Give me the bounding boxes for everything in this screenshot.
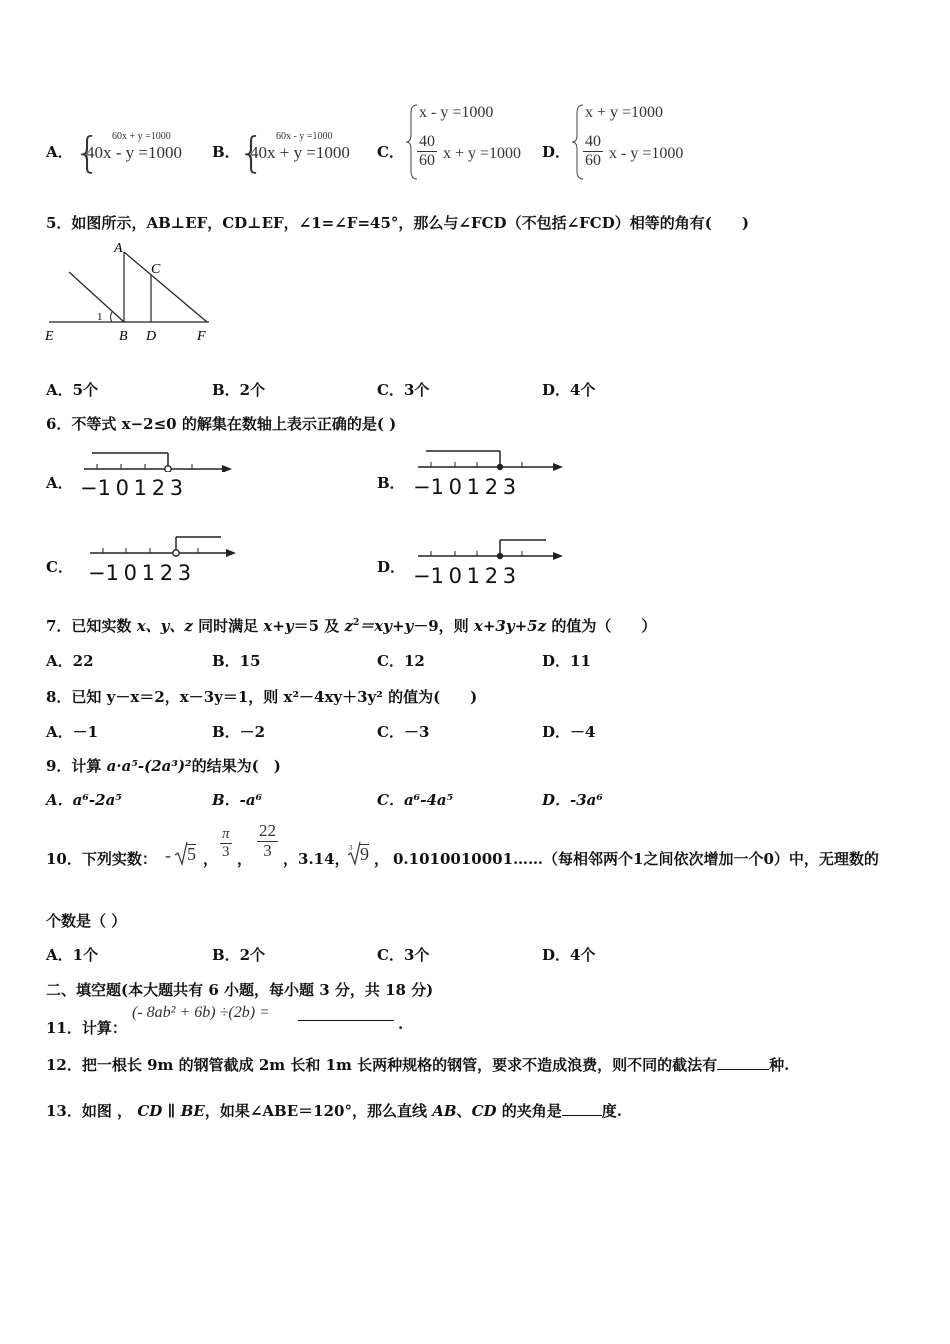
q7-option-d: D．11 xyxy=(542,652,591,670)
cube-root-icon xyxy=(347,840,361,866)
comma: ， xyxy=(237,850,253,868)
q10-option-d: D．4个 xyxy=(542,946,596,964)
q6-numberline-b xyxy=(414,447,574,471)
q9-option-a: A．a⁶-2a⁵ xyxy=(46,791,122,809)
fraction: $\frac{40}{60}$ xyxy=(585,133,601,169)
comma: ， xyxy=(374,850,390,868)
equation-2: x + y =1000 xyxy=(443,145,522,162)
section-heading: 二、填空题(本大题共有 6 小题，每小题 3 分，共 18 分) xyxy=(46,981,434,999)
q5-option-d: D．4个 xyxy=(542,381,596,399)
equation-top: 60x - y =1000 xyxy=(276,131,333,142)
equation: 40x + y =1000 xyxy=(250,143,350,162)
q8-option-d: D．－4 xyxy=(542,723,596,741)
q12-text: 12．把一根长 9m 的钢管截成 2m 长和 1m 长两种规格的钢管，要求不造成浪费，则不同的截法有 种. xyxy=(46,1056,790,1074)
q10-prefix: 10．下列实数： xyxy=(46,850,157,868)
equation-top: 60x + y =1000 xyxy=(112,131,171,142)
label-f: F xyxy=(197,329,206,344)
q10-option-a: A．1个 xyxy=(46,946,99,964)
q8-text: 8．已知 y－x＝2，x－3y＝1，则 x²－4xy＋3y² 的值为( ) xyxy=(46,688,478,706)
option-label: C． xyxy=(377,143,404,161)
label-d: D xyxy=(146,329,157,344)
equation-1: x - y =1000 xyxy=(419,104,494,121)
label-b: B xyxy=(119,329,128,344)
q11-expr: (- 8ab² + 6b) ÷(2b) = xyxy=(132,1004,270,1021)
q6-ticks-a: −1 0 1 2 3 xyxy=(80,476,184,500)
q6-text: 6．不等式 x−2≤0 的解集在数轴上表示正确的是( ) xyxy=(46,415,397,433)
comma: ， xyxy=(203,850,219,868)
label-e: E xyxy=(45,329,54,344)
option-label: D． xyxy=(542,143,571,161)
label-c: C xyxy=(151,262,161,277)
brace-icon: { xyxy=(238,128,265,177)
q7-text: 7．已知实数 x、y、z 同时满足 x+y＝5 及 $z^2=xy+y-9$，则 x+3y+5z 的值为（ ） xyxy=(46,617,657,635)
q6-label-a: A． xyxy=(46,474,73,492)
brace-icon: { xyxy=(74,128,101,177)
q5-figure xyxy=(44,238,219,348)
fraction: $\frac{40}{60}$ xyxy=(419,133,435,169)
q5-option-a: A．5个 xyxy=(46,381,99,399)
q11-answer-blank[interactable] xyxy=(298,1006,394,1021)
q9-text: 9．计算 a·a⁵-(2a³)²的结果为( ) xyxy=(46,757,281,775)
q6-ticks-b: −1 0 1 2 3 xyxy=(413,475,517,499)
q10-num: ，3.14， xyxy=(283,850,350,868)
q6-label-b: B． xyxy=(377,474,405,492)
q7-option-a: A．22 xyxy=(46,652,94,670)
q10-22-over-3: $\frac{22}{3}$ xyxy=(259,821,276,860)
q10-negative-sign: - xyxy=(165,845,171,865)
option-label: A． xyxy=(46,143,73,161)
label-a: A xyxy=(114,241,123,256)
q8-option-a: A．－1 xyxy=(46,723,99,741)
q11-prefix: 11．计算： xyxy=(46,1019,127,1037)
q10-cbrt9: 9 xyxy=(360,844,369,864)
q10-option-b: B．2个 xyxy=(212,946,266,964)
q8-option-b: B．－2 xyxy=(212,723,266,741)
q6-numberline-a xyxy=(80,448,240,472)
equation-1: x + y =1000 xyxy=(585,104,664,121)
q10-sqrt5: 5 xyxy=(187,844,196,864)
equation: 40x - y =1000 xyxy=(86,143,182,162)
q5-option-b: B．2个 xyxy=(212,381,266,399)
q10-pi-over-3: $\frac{\pi}{3}$ xyxy=(222,826,230,860)
q5-text: 5．如图所示，AB⊥EF，CD⊥EF，∠1=∠F=45°，那么与∠FCD（不包括∠FCD）相等的角有( ) xyxy=(46,214,749,232)
q6-ticks-c: −1 0 1 2 3 xyxy=(88,561,192,585)
option-label: B． xyxy=(212,143,240,161)
sqrt-icon xyxy=(174,840,188,866)
q7-option-c: C．12 xyxy=(377,652,425,670)
equation-2: x - y =1000 xyxy=(609,145,684,162)
q6-label-d: D． xyxy=(377,558,406,576)
q13-answer-blank[interactable] xyxy=(562,1103,602,1116)
q11-suffix: . xyxy=(398,1015,404,1033)
q6-ticks-d: −1 0 1 2 3 xyxy=(413,564,517,588)
q8-option-c: C．－3 xyxy=(377,723,430,741)
q10-line2: 个数是（ ） xyxy=(46,912,127,930)
q10-option-c: C．3个 xyxy=(377,946,430,964)
q5-option-c: C．3个 xyxy=(377,381,430,399)
q7-option-b: B．15 xyxy=(212,652,261,670)
label-angle-1: 1 xyxy=(97,311,103,323)
q6-numberline-c xyxy=(86,533,246,557)
q6-numberline-d xyxy=(414,536,574,560)
q9-option-b: B．-a⁶ xyxy=(212,791,263,809)
q10-seq: 0.1010010001……（每相邻两个1之间依次增加一个0）中，无理数的 xyxy=(393,850,879,868)
svg-text:3: 3 xyxy=(349,844,353,852)
q9-option-c: C．a⁶-4a⁵ xyxy=(377,791,454,809)
q9-option-d: D．-3a⁶ xyxy=(542,791,603,809)
q13-text: 13．如图 ， CD ∥ BE，如果∠ABE＝120°，那么直线 AB、CD 的夹角是 度. xyxy=(46,1102,622,1120)
q6-label-c: C． xyxy=(46,558,73,576)
q12-answer-blank[interactable] xyxy=(717,1057,769,1070)
